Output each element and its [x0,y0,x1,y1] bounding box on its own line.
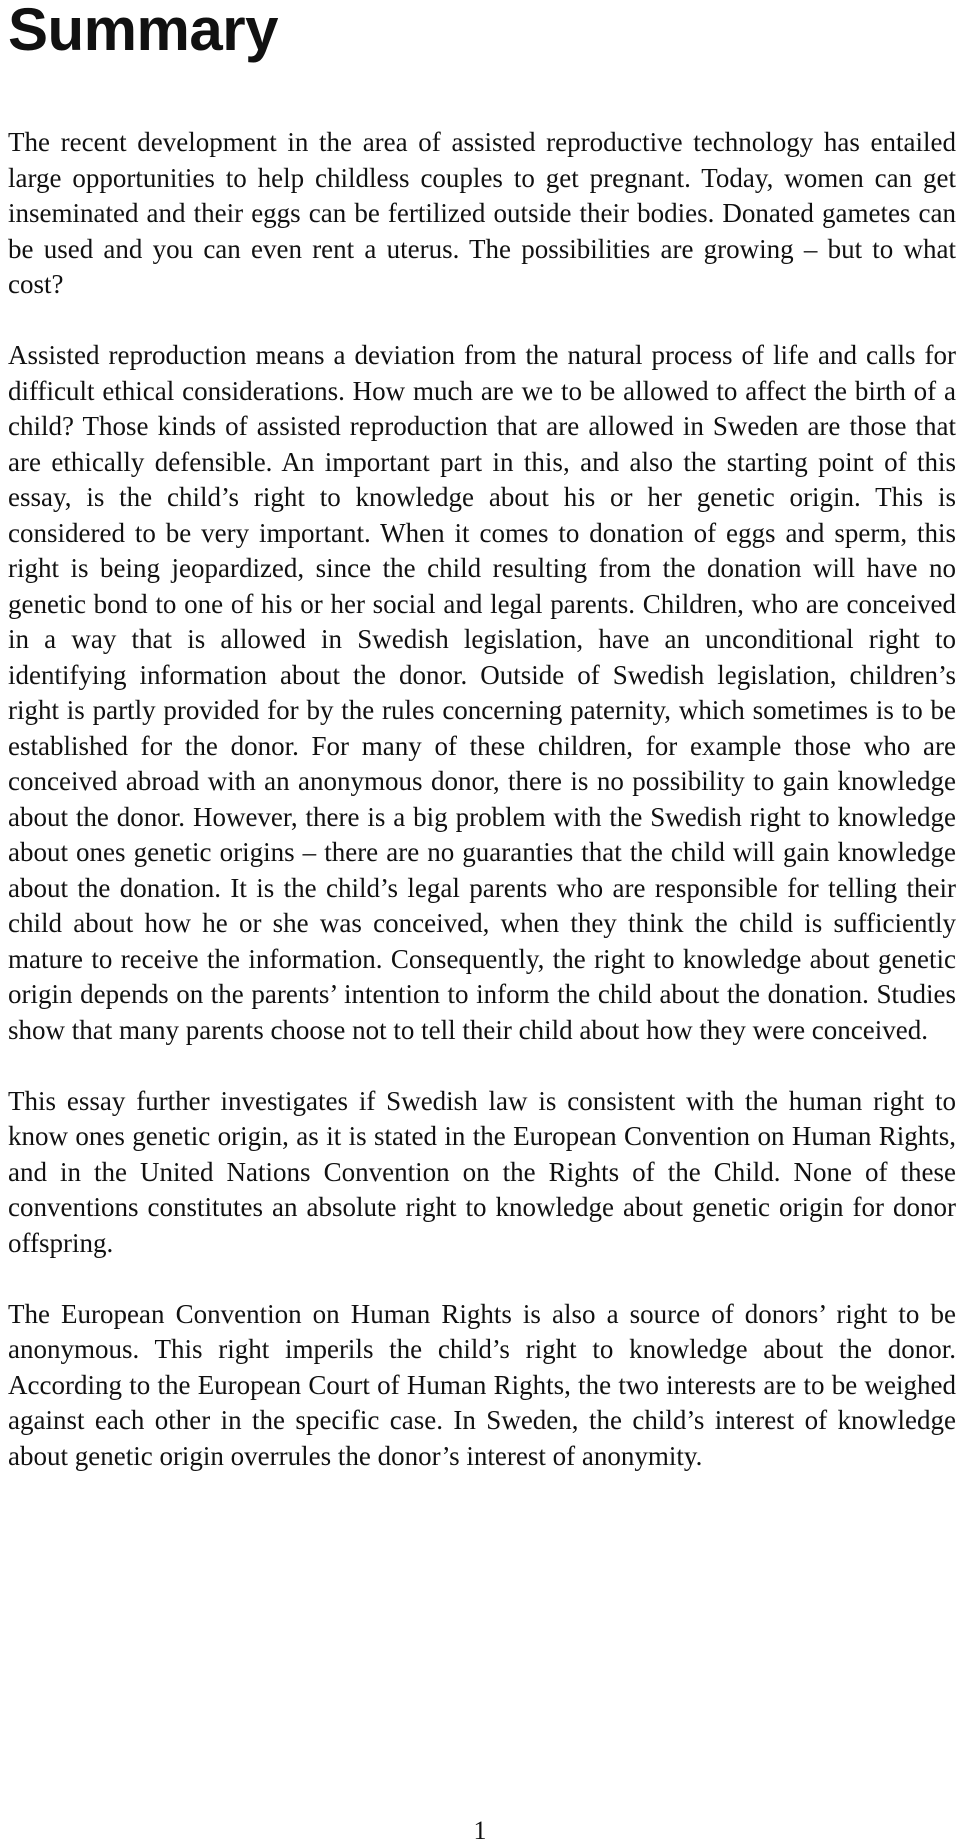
paragraph-assisted-reproduction: Assisted reproduction means a deviation from the natural process of life and calls for difficult ethical considerations. How much are we to be allowed to affect the birth of a child? Those kinds of assisted reproduction that are allowed in Sweden are those that are ethically defensible. An important part in this, and also the starting point of this essay, is the child’s right to knowledge about his or her genetic origin. This is considered to be very important. When it comes to donation of eggs and sperm, this right is being jeopardized, since the child resulting from the donation will have no genetic bond to one of his or her social and legal parents. Children, who are conceived in a way that is allowed in Swedish legislation, have an unconditional right to identifying information about the donor. Outside of Swedish legislation, children’s right is partly provided for by the rules concerning paternity, which sometimes is to be established for the donor. For many of these children, for example those who are conceived abroad with an anonymous donor, there is no possibility to gain knowledge about the donor. However, there is a big problem with the Swedish right to knowledge about ones genetic origins – there are no guaranties that the child will gain knowledge about the donation. It is the child’s legal parents who are responsible for telling their child about how he or she was conceived, when they think the child is sufficiently mature to receive the information. Consequently, the right to knowledge about genetic origin depends on the parents’ intention to inform the child about the donation. Studies show that many parents choose not to tell their child about how they were conceived. [8,340,956,1045]
page-number: 1 [473,1816,487,1845]
body-text [8,125,956,1510]
paragraph-donor-anonymity: The European Convention on Human Rights is also a source of donors’ right to be anonymous. This right imperils the child’s right to knowledge about the donor. According to the European Court of Human Rights, the two interests are to be weighed against each other in the specific case. In Sweden, the child’s interest of knowledge about genetic origin overrules the donor’s interest of anonymity. [8,1298,956,1471]
page-title: Summary [8,0,278,63]
paragraph-human-rights: This essay further investigates if Swedish law is consistent with the human right to know ones genetic origin, as it is stated in the European Convention on Human Rights, and in the United Nations Convention on the Rights of the Child. None of these conventions constitutes an absolute right to knowledge about genetic origin for donor offspring. [8,1085,956,1258]
paragraph-intro: The recent development in the area of assisted reproductive technology has entailed large opportunities to help childless couples to get pregnant. Today, women can get inseminated and their eggs can be fertilized outside their bodies. Donated gametes can be used and you can even rent a uterus. The possibilities are growing – but to what cost? [8,127,956,299]
